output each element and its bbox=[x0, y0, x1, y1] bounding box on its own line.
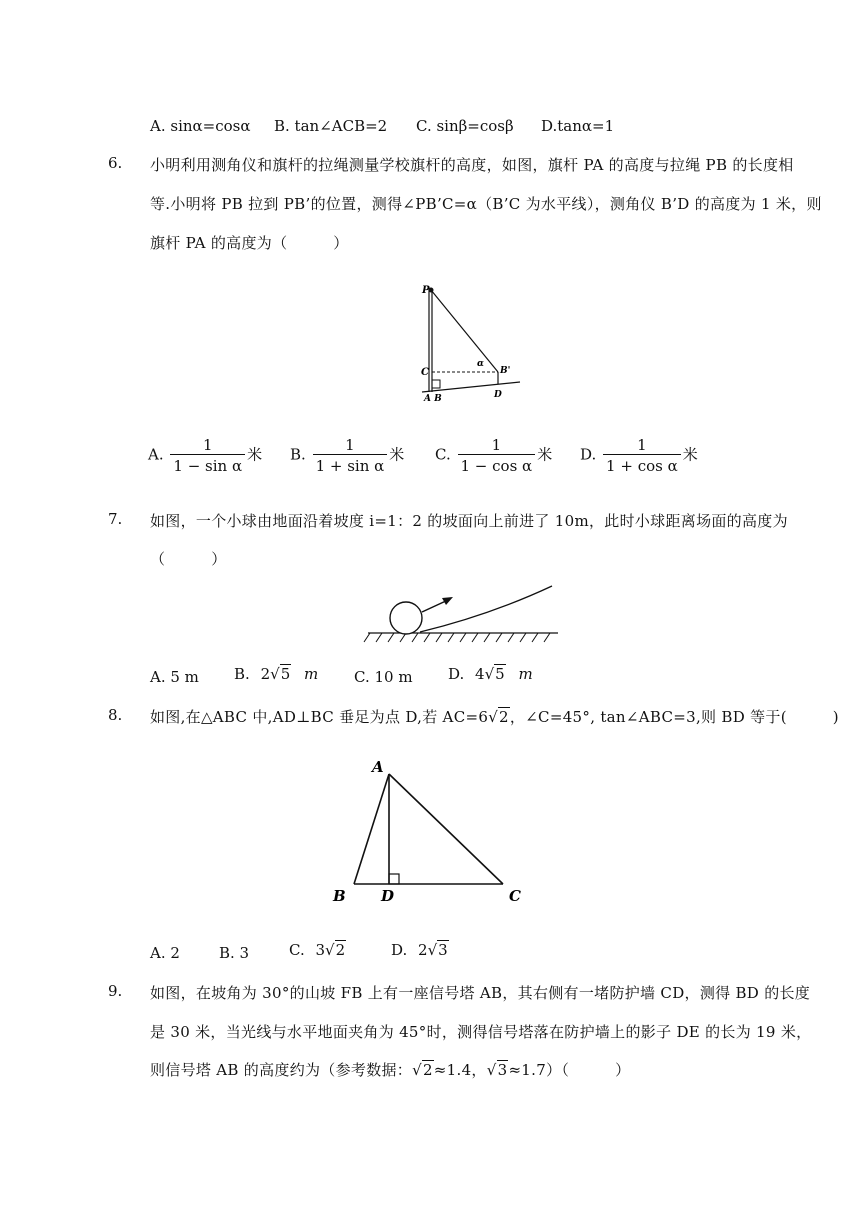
sqrt-sign: √5 bbox=[270, 665, 291, 683]
radicand: 2 bbox=[335, 941, 346, 959]
q6-option-b-letter: B. bbox=[290, 445, 306, 464]
sqrt-sign: √2 bbox=[325, 941, 346, 959]
q9-ref1-value: ≈1.4， bbox=[433, 1061, 487, 1079]
q7-option-d-unit: m bbox=[518, 665, 533, 683]
q8-label-b: B bbox=[333, 887, 346, 905]
q7-option-b-coef: 2 bbox=[260, 665, 271, 683]
q8-option-c-coef: 3 bbox=[315, 941, 326, 959]
q8-text-pre: 如图,在△ABC 中,AD⊥BC 垂足为点 D,若 AC= bbox=[150, 708, 479, 726]
q9-text-line1: 如图，在坡角为 30°的山坡 FB 上有一座信号塔 AB，其右侧有一堵防护墙 CD，测得 BD 的长度 bbox=[150, 984, 811, 1002]
q8-option-d-coef: 2 bbox=[418, 941, 428, 959]
q8-option-d bbox=[391, 941, 449, 959]
q8-coef: 6 bbox=[478, 708, 489, 726]
q8-option-c bbox=[289, 941, 346, 959]
q6-option-a-letter: A. bbox=[148, 445, 164, 464]
q8-option-c-letter: C. bbox=[289, 941, 305, 959]
unit: 米 bbox=[247, 445, 263, 464]
q6-option-d bbox=[580, 436, 698, 475]
q7-option-d bbox=[448, 665, 533, 683]
denominator: 1 − cos α bbox=[458, 454, 536, 475]
q8-option-d-letter: D. bbox=[391, 941, 408, 959]
q6-flagpole-figure bbox=[410, 280, 530, 405]
q6-option-d-letter: D. bbox=[580, 445, 597, 464]
q6-label-alpha: α bbox=[477, 359, 484, 369]
q6-label-d: D bbox=[494, 390, 502, 400]
q6-label-bprime: B' bbox=[500, 366, 511, 376]
denominator: 1 − sin α bbox=[170, 454, 245, 475]
unit: 米 bbox=[389, 445, 405, 464]
q6-option-c-fraction bbox=[458, 436, 536, 475]
q6-option-a bbox=[148, 436, 262, 475]
numerator: 1 bbox=[345, 436, 355, 454]
q6-option-d-fraction bbox=[603, 436, 681, 475]
q5-option-d: D.tanα=1 bbox=[541, 117, 615, 135]
radicand: 2 bbox=[422, 1061, 433, 1079]
q6-text-line1: 小明利用测角仪和旗杆的拉绳测量学校旗杆的高度，如图，旗杆 PA 的高度与拉绳 PB 的长度相 bbox=[150, 156, 794, 174]
q8-triangle-figure bbox=[325, 752, 530, 907]
numerator: 1 bbox=[202, 436, 213, 454]
denominator: 1 + sin α bbox=[313, 454, 388, 475]
q6-text-line3: 旗杆 PA 的高度为（ ） bbox=[150, 234, 349, 252]
q6-option-a-fraction bbox=[170, 436, 245, 475]
q7-text-line2: （ ） bbox=[150, 550, 227, 568]
q9-ref2-value: ≈1.7 bbox=[508, 1061, 547, 1079]
q8-label-a: A bbox=[372, 758, 384, 776]
q7-text-line1: 如图，一个小球由地面沿着坡度 i=1：2 的坡面向上前进了 10m，此时小球距离场面的高度为 bbox=[150, 512, 788, 530]
q7-option-b-letter: B. bbox=[234, 665, 250, 683]
unit: 米 bbox=[682, 445, 698, 464]
q8-option-a: A. 2 bbox=[150, 944, 180, 962]
q5-option-a: A. sinα=cosα bbox=[150, 117, 251, 135]
radicand: 5 bbox=[495, 665, 505, 683]
numerator: 1 bbox=[637, 436, 647, 454]
denominator: 1 + cos α bbox=[603, 454, 681, 475]
q7-option-b bbox=[234, 665, 318, 683]
unit: 米 bbox=[537, 445, 553, 464]
radicand: 3 bbox=[438, 941, 448, 959]
q8-number: 8. bbox=[108, 706, 123, 724]
q6-text-line2: 等.小明将 PB 拉到 PB’的位置，测得∠PB’C=α（B’C 为水平线），测角仪 B’D 的高度为 1 米，则 bbox=[150, 195, 822, 213]
q9-text-pre: 则信号塔 AB 的高度约为（参考数据： bbox=[150, 1061, 413, 1079]
q7-slope-ball-figure bbox=[360, 580, 565, 650]
q7-option-b-unit: m bbox=[304, 665, 319, 683]
q6-label-ab: A B bbox=[424, 394, 442, 404]
q7-option-d-letter: D. bbox=[448, 665, 465, 683]
q8-label-c: C bbox=[509, 887, 521, 905]
q8-label-d: D bbox=[381, 887, 395, 905]
sqrt-sign: √5 bbox=[484, 665, 505, 683]
q5-option-c: C. sinβ=cosβ bbox=[416, 117, 514, 135]
q7-number: 7. bbox=[108, 510, 123, 528]
q8-option-b: B. 3 bbox=[219, 944, 250, 962]
q6-option-b-fraction bbox=[313, 436, 388, 475]
q7-option-a: A. 5 m bbox=[150, 668, 199, 686]
q6-option-c bbox=[435, 436, 552, 475]
q8-text-post: ，∠C=45°, tan∠ABC=3,则 BD 等于( ) bbox=[509, 708, 839, 726]
q6-label-c: C bbox=[421, 367, 429, 378]
sqrt-sign: √2 bbox=[488, 708, 509, 726]
q6-option-c-letter: C. bbox=[435, 445, 451, 464]
sqrt-sign: √3 bbox=[427, 941, 448, 959]
q9-text-line2: 是 30 米，当光线与水平地面夹角为 45°时，测得信号塔落在防护墙上的影子 DE 的长为 19 米， bbox=[150, 1023, 812, 1041]
q6-option-b bbox=[290, 436, 404, 475]
radicand: 3 bbox=[497, 1061, 508, 1079]
numerator: 1 bbox=[491, 436, 502, 454]
q6-number: 6. bbox=[108, 154, 123, 172]
q6-label-p: P bbox=[422, 285, 430, 296]
q7-option-d-coef: 4 bbox=[475, 665, 485, 683]
q5-option-b: B. tan∠ACB=2 bbox=[274, 117, 388, 135]
q8-text-line1 bbox=[150, 706, 839, 727]
q9-number: 9. bbox=[108, 982, 123, 1000]
radicand: 5 bbox=[280, 665, 291, 683]
q9-text-post: ）（ ） bbox=[546, 1061, 631, 1079]
radicand: 2 bbox=[499, 708, 509, 726]
q9-text-line3 bbox=[150, 1059, 630, 1080]
sqrt-sign: √2 bbox=[412, 1061, 433, 1079]
q7-option-c: C. 10 m bbox=[354, 668, 413, 686]
sqrt-sign: √3 bbox=[486, 1061, 508, 1079]
